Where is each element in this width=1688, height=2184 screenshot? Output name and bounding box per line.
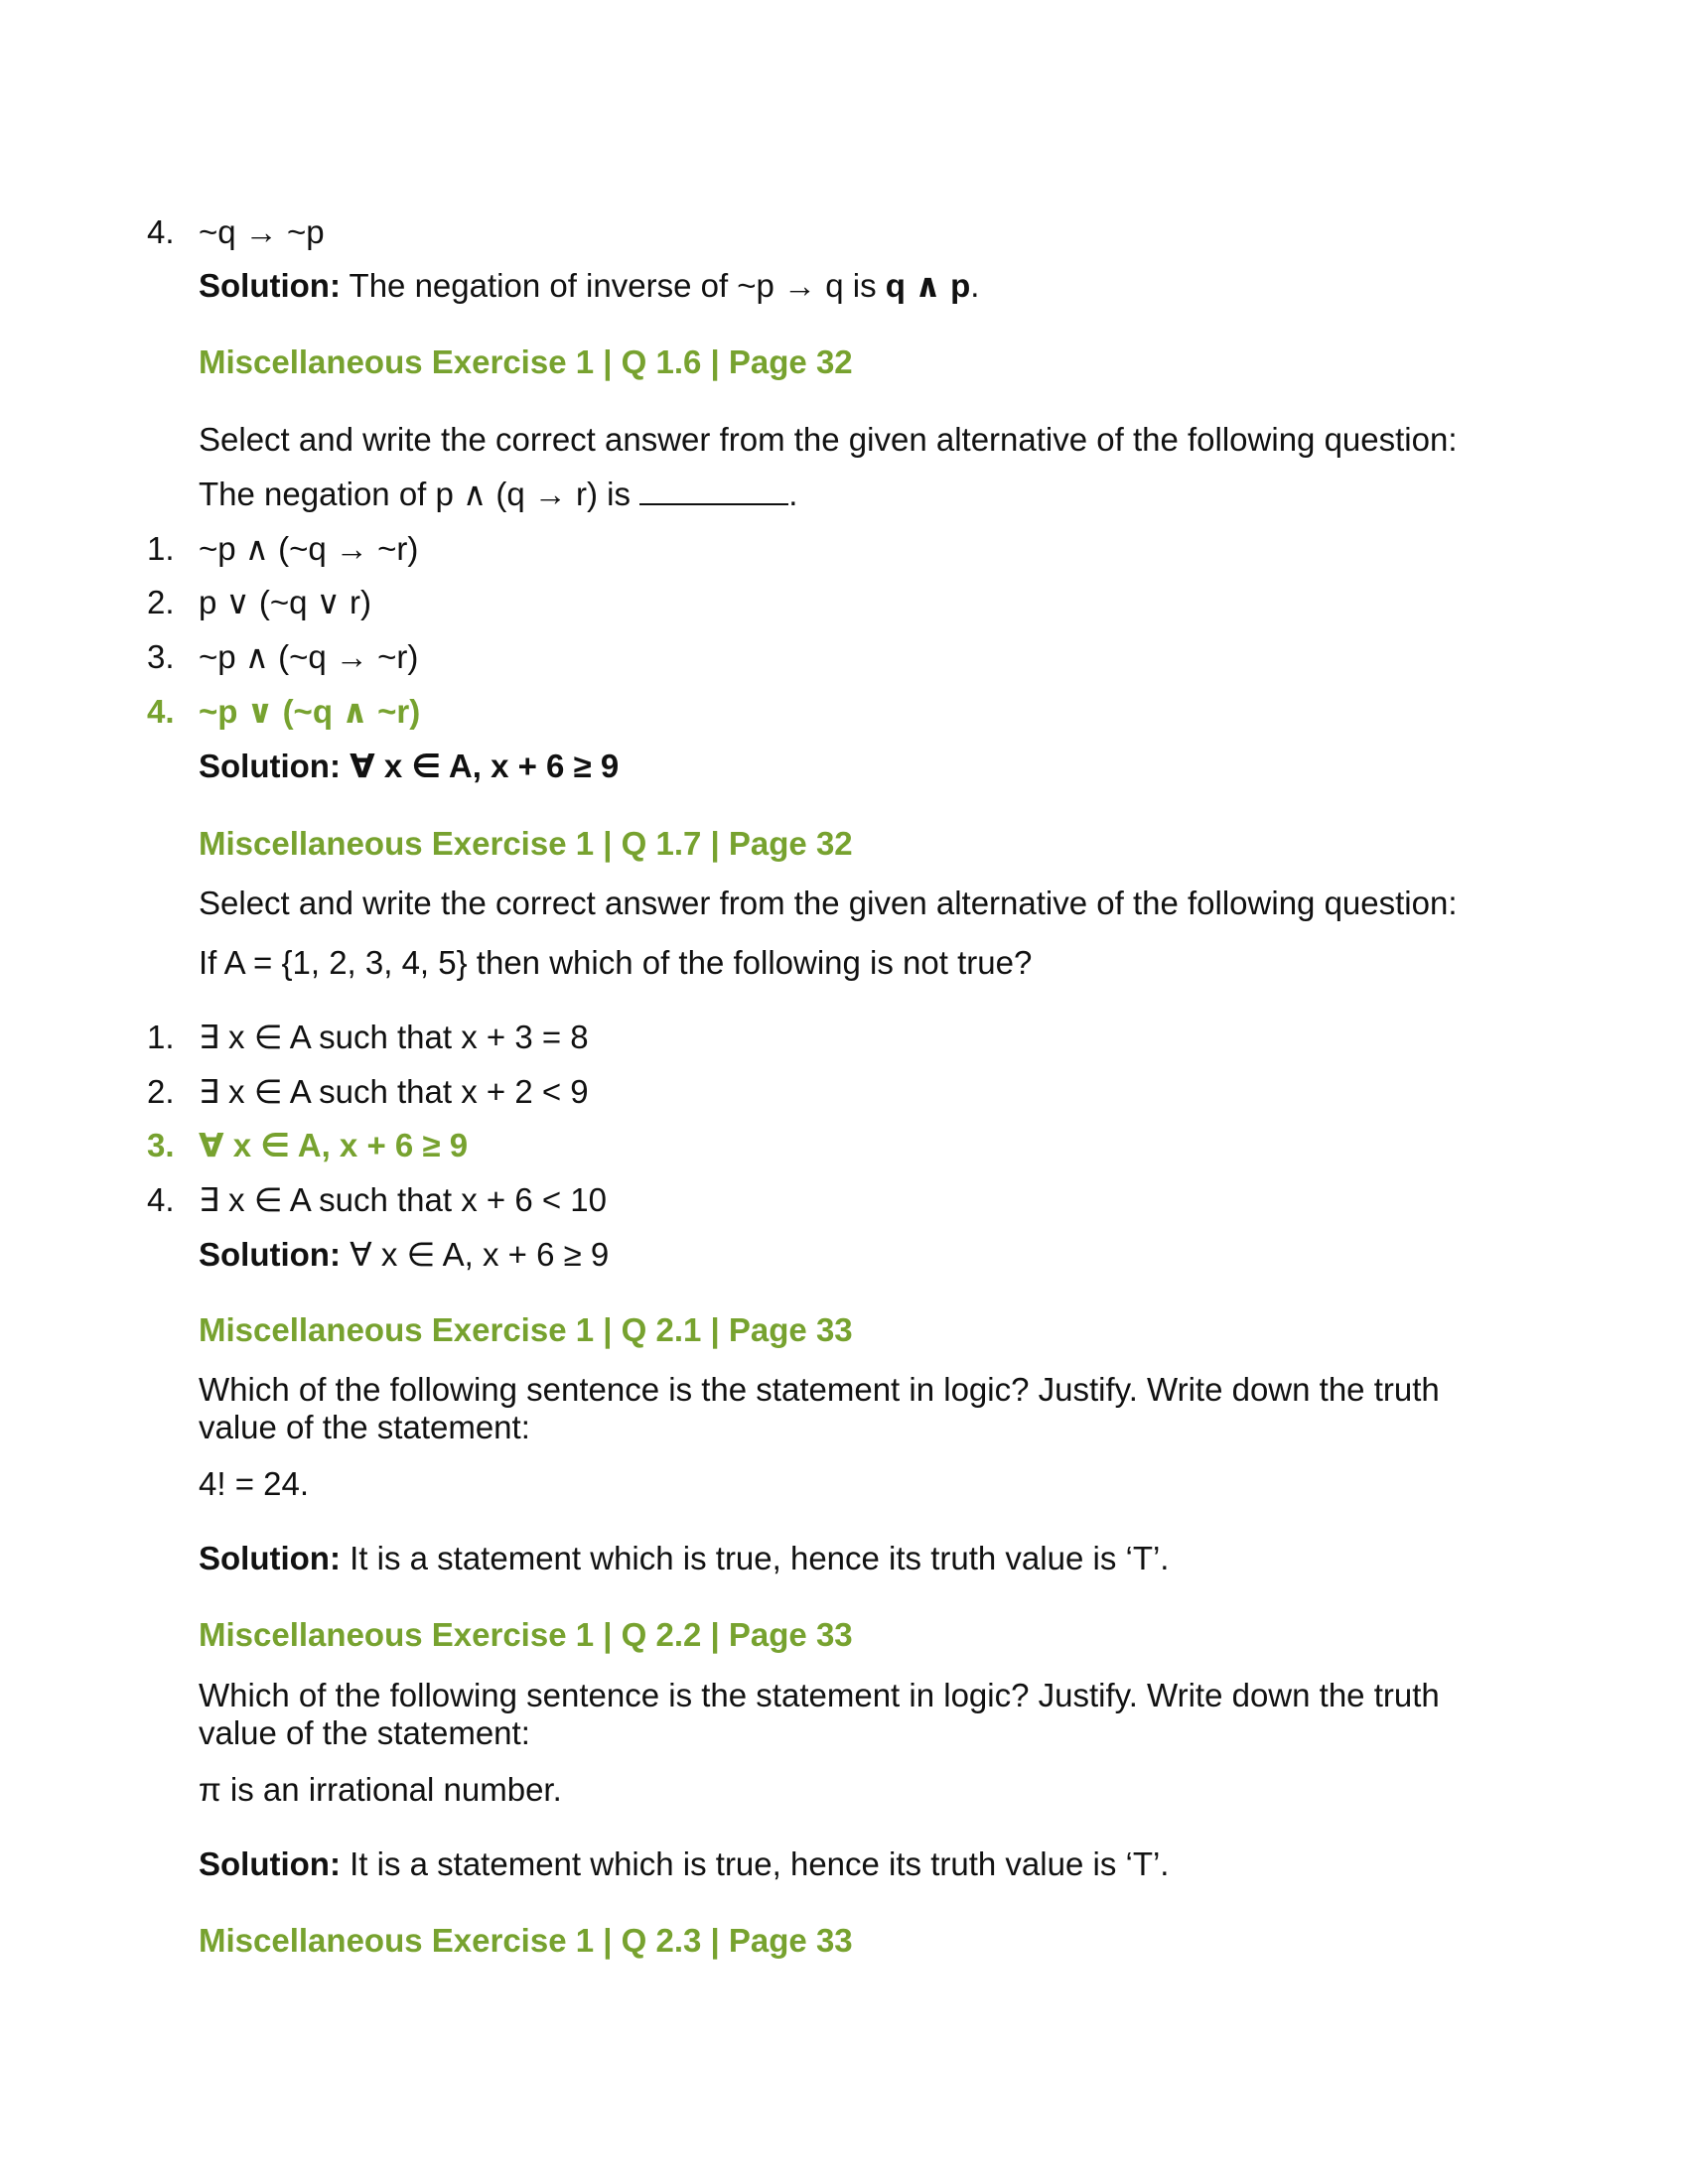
exercise-heading: Miscellaneous Exercise 1 | Q 2.3 | Page 33	[199, 1922, 853, 1959]
solution	[199, 1539, 1169, 1578]
exercise-heading: Miscellaneous Exercise 1 | Q 1.7 | Page 32	[199, 825, 853, 862]
question-text: If A = {1, 2, 3, 4, 5} then which of the following is not true?	[199, 944, 1033, 981]
option-text: p ∨ (~q ∨ r)	[199, 584, 371, 620]
option-item	[147, 1072, 589, 1112]
solution-label: Solution:	[199, 267, 341, 304]
option-item-correct	[147, 1126, 468, 1165]
option-item	[147, 1180, 607, 1220]
solution-label: Solution:	[199, 1845, 341, 1882]
solution-text: ∀ x ∈ A, x + 6 ≥ 9	[340, 748, 620, 784]
option-item	[147, 212, 325, 252]
solution-label: Solution:	[199, 1540, 341, 1576]
solution-text: It is a statement which is true, hence its truth value is ‘T’.	[340, 1845, 1170, 1882]
solution-text: ∀ x ∈ A, x + 6 ≥ 9	[340, 1236, 610, 1273]
exercise-heading: Miscellaneous Exercise 1 | Q 2.1 | Page 33	[199, 1311, 853, 1348]
solution	[199, 266, 979, 306]
question-prompt: Which of the following sentence is the statement in logic? Justify. Write down the truth value of the statement:	[199, 1677, 1440, 1751]
option-text: ~p ∧ (~q → ~r)	[199, 530, 419, 567]
question-text	[199, 475, 797, 514]
solution-answer: q ∧ p	[885, 267, 971, 304]
option-text: ~q → ~p	[199, 213, 325, 250]
solution-text: The negation of inverse of ~p → q is	[340, 267, 886, 304]
exercise-heading: Miscellaneous Exercise 1 | Q 2.2 | Page 33	[199, 1616, 853, 1653]
option-number: 1.	[147, 530, 175, 567]
option-item	[147, 583, 371, 622]
solution-label: Solution:	[199, 748, 341, 784]
option-text: ∃ x ∈ A such that x + 2 < 9	[199, 1073, 589, 1110]
question-text-start: The negation of p ∧ (q → r) is	[199, 476, 640, 512]
question-text-end: .	[788, 476, 798, 512]
question-prompt: Select and write the correct answer from the given alternative of the following question:	[199, 885, 1458, 921]
option-number: 2.	[147, 584, 175, 620]
exercise-heading: Miscellaneous Exercise 1 | Q 1.6 | Page 32	[199, 343, 853, 380]
option-text: ∀ x ∈ A, x + 6 ≥ 9	[199, 1127, 469, 1163]
option-text: ∃ x ∈ A such that x + 3 = 8	[199, 1019, 589, 1055]
option-number: 3.	[147, 638, 175, 675]
question-prompt: Select and write the correct answer from the given alternative of the following question:	[199, 421, 1458, 458]
solution	[199, 747, 619, 786]
option-number: 4.	[147, 693, 175, 730]
option-text: ~p ∧ (~q → ~r)	[199, 638, 419, 675]
solution-label: Solution:	[199, 1236, 341, 1273]
option-number: 4.	[147, 1181, 175, 1218]
solution	[199, 1235, 609, 1275]
solution	[199, 1844, 1169, 1884]
question-text: 4! = 24.	[199, 1465, 310, 1502]
solution-text: It is a statement which is true, hence its truth value is ‘T’.	[340, 1540, 1170, 1576]
solution-period: .	[970, 267, 980, 304]
option-item	[147, 637, 418, 677]
answer-blank	[639, 476, 788, 505]
option-number: 3.	[147, 1127, 175, 1163]
option-item	[147, 1018, 589, 1057]
option-number: 4.	[147, 213, 175, 250]
option-text: ∃ x ∈ A such that x + 6 < 10	[199, 1181, 608, 1218]
option-item	[147, 529, 418, 569]
option-text: ~p ∨ (~q ∧ ~r)	[199, 693, 421, 730]
question-prompt: Which of the following sentence is the statement in logic? Justify. Write down the truth value of the statement:	[199, 1371, 1440, 1445]
option-number: 1.	[147, 1019, 175, 1055]
question-text: π is an irrational number.	[199, 1771, 562, 1808]
option-number: 2.	[147, 1073, 175, 1110]
option-item-correct	[147, 692, 420, 732]
